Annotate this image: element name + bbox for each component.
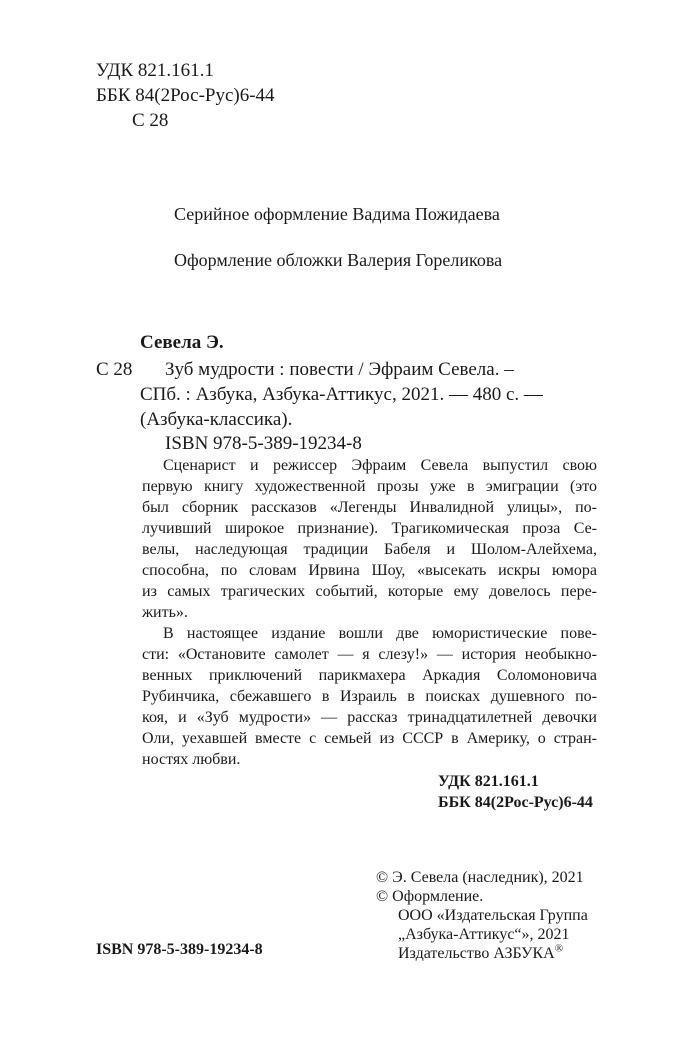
annotation-line: первую книгу художественной прозы уже в эмиграции (это (142, 478, 597, 495)
annotation-line: способна, по словам Ирвина Шоу, «высекать искры юмора (142, 562, 597, 579)
cover-design-credit: Оформление обложки Валерия Гореликова (174, 250, 503, 270)
catalog-author: Севела Э. (140, 332, 224, 353)
annotation-line: лучивший широкое признание). Трагикомическая проза Се- (142, 520, 597, 537)
bbk-code-bottom: ББК 84(2Рос-Рус)6-44 (438, 794, 593, 811)
copyright-line-4: „Азбука-Аттикус“», 2021 (398, 926, 570, 943)
annotation-line: В настоящее издание вошли две юмористические пове- (163, 625, 597, 642)
annotation-line: жить». (142, 604, 188, 621)
annotation-line: ностях любви. (142, 751, 241, 768)
catalog-title-line-2: СПб. : Азбука, Азбука-Аттикус, 2021. — 480 с. — (140, 384, 543, 405)
copyright-line-2: © Оформление. (376, 888, 484, 905)
publisher-name: Издательство АЗБУКА (398, 945, 555, 962)
catalog-title-line-3: (Азбука-классика). (140, 409, 293, 430)
registered-mark-icon: ® (554, 942, 564, 955)
catalog-author-sign: С 28 (96, 359, 133, 380)
annotation-line: из самых трагических событий, которые ему довелось пере- (142, 583, 597, 600)
udk-code-bottom: УДК 821.161.1 (438, 773, 539, 790)
series-design-credit: Серийное оформление Вадима Пожидаева (174, 204, 500, 224)
annotation-line: Сценарист и режиссер Эфраим Севела выпустил свою (163, 457, 597, 474)
bbk-code-top: ББК 84(2Рос-Рус)6-44 (96, 85, 275, 106)
annotation-line: велы, наследующая традиции Бабеля и Шолом-Алейхема, (142, 541, 597, 558)
catalog-title-line-1: Зуб мудрости : повести / Эфраим Севела. – (165, 359, 514, 380)
copyright-line-1: © Э. Севела (наследник), 2021 (376, 869, 584, 886)
udk-code-top: УДК 821.161.1 (96, 60, 214, 81)
annotation-line: коя, и «Зуб мудрости» — рассказ тринадцатилетней девочки (142, 709, 597, 726)
catalog-isbn: ISBN 978-5-389-19234-8 (165, 433, 362, 454)
annotation-line: Оли, уехавшей вместе с семьей из СССР в Америку, о стран- (142, 730, 597, 747)
annotation-line: венных приключений парикмахера Аркадия Соломоновича (142, 667, 597, 684)
isbn-bottom: ISBN 978-5-389-19234-8 (96, 941, 263, 958)
author-sign-top: С 28 (132, 110, 169, 131)
annotation-line: был сборник рассказов «Легенды Инвалидной улицы», по- (142, 499, 597, 516)
copyright-line-3: ООО «Издательская Группа (398, 907, 588, 924)
annotation-line: сти: «Остановите самолет — я слезу!» — история необыкно- (142, 646, 597, 663)
copyright-line-5 (398, 943, 563, 965)
annotation-line: Рубинчика, сбежавшего в Израиль в поисках душевного по- (142, 688, 597, 705)
